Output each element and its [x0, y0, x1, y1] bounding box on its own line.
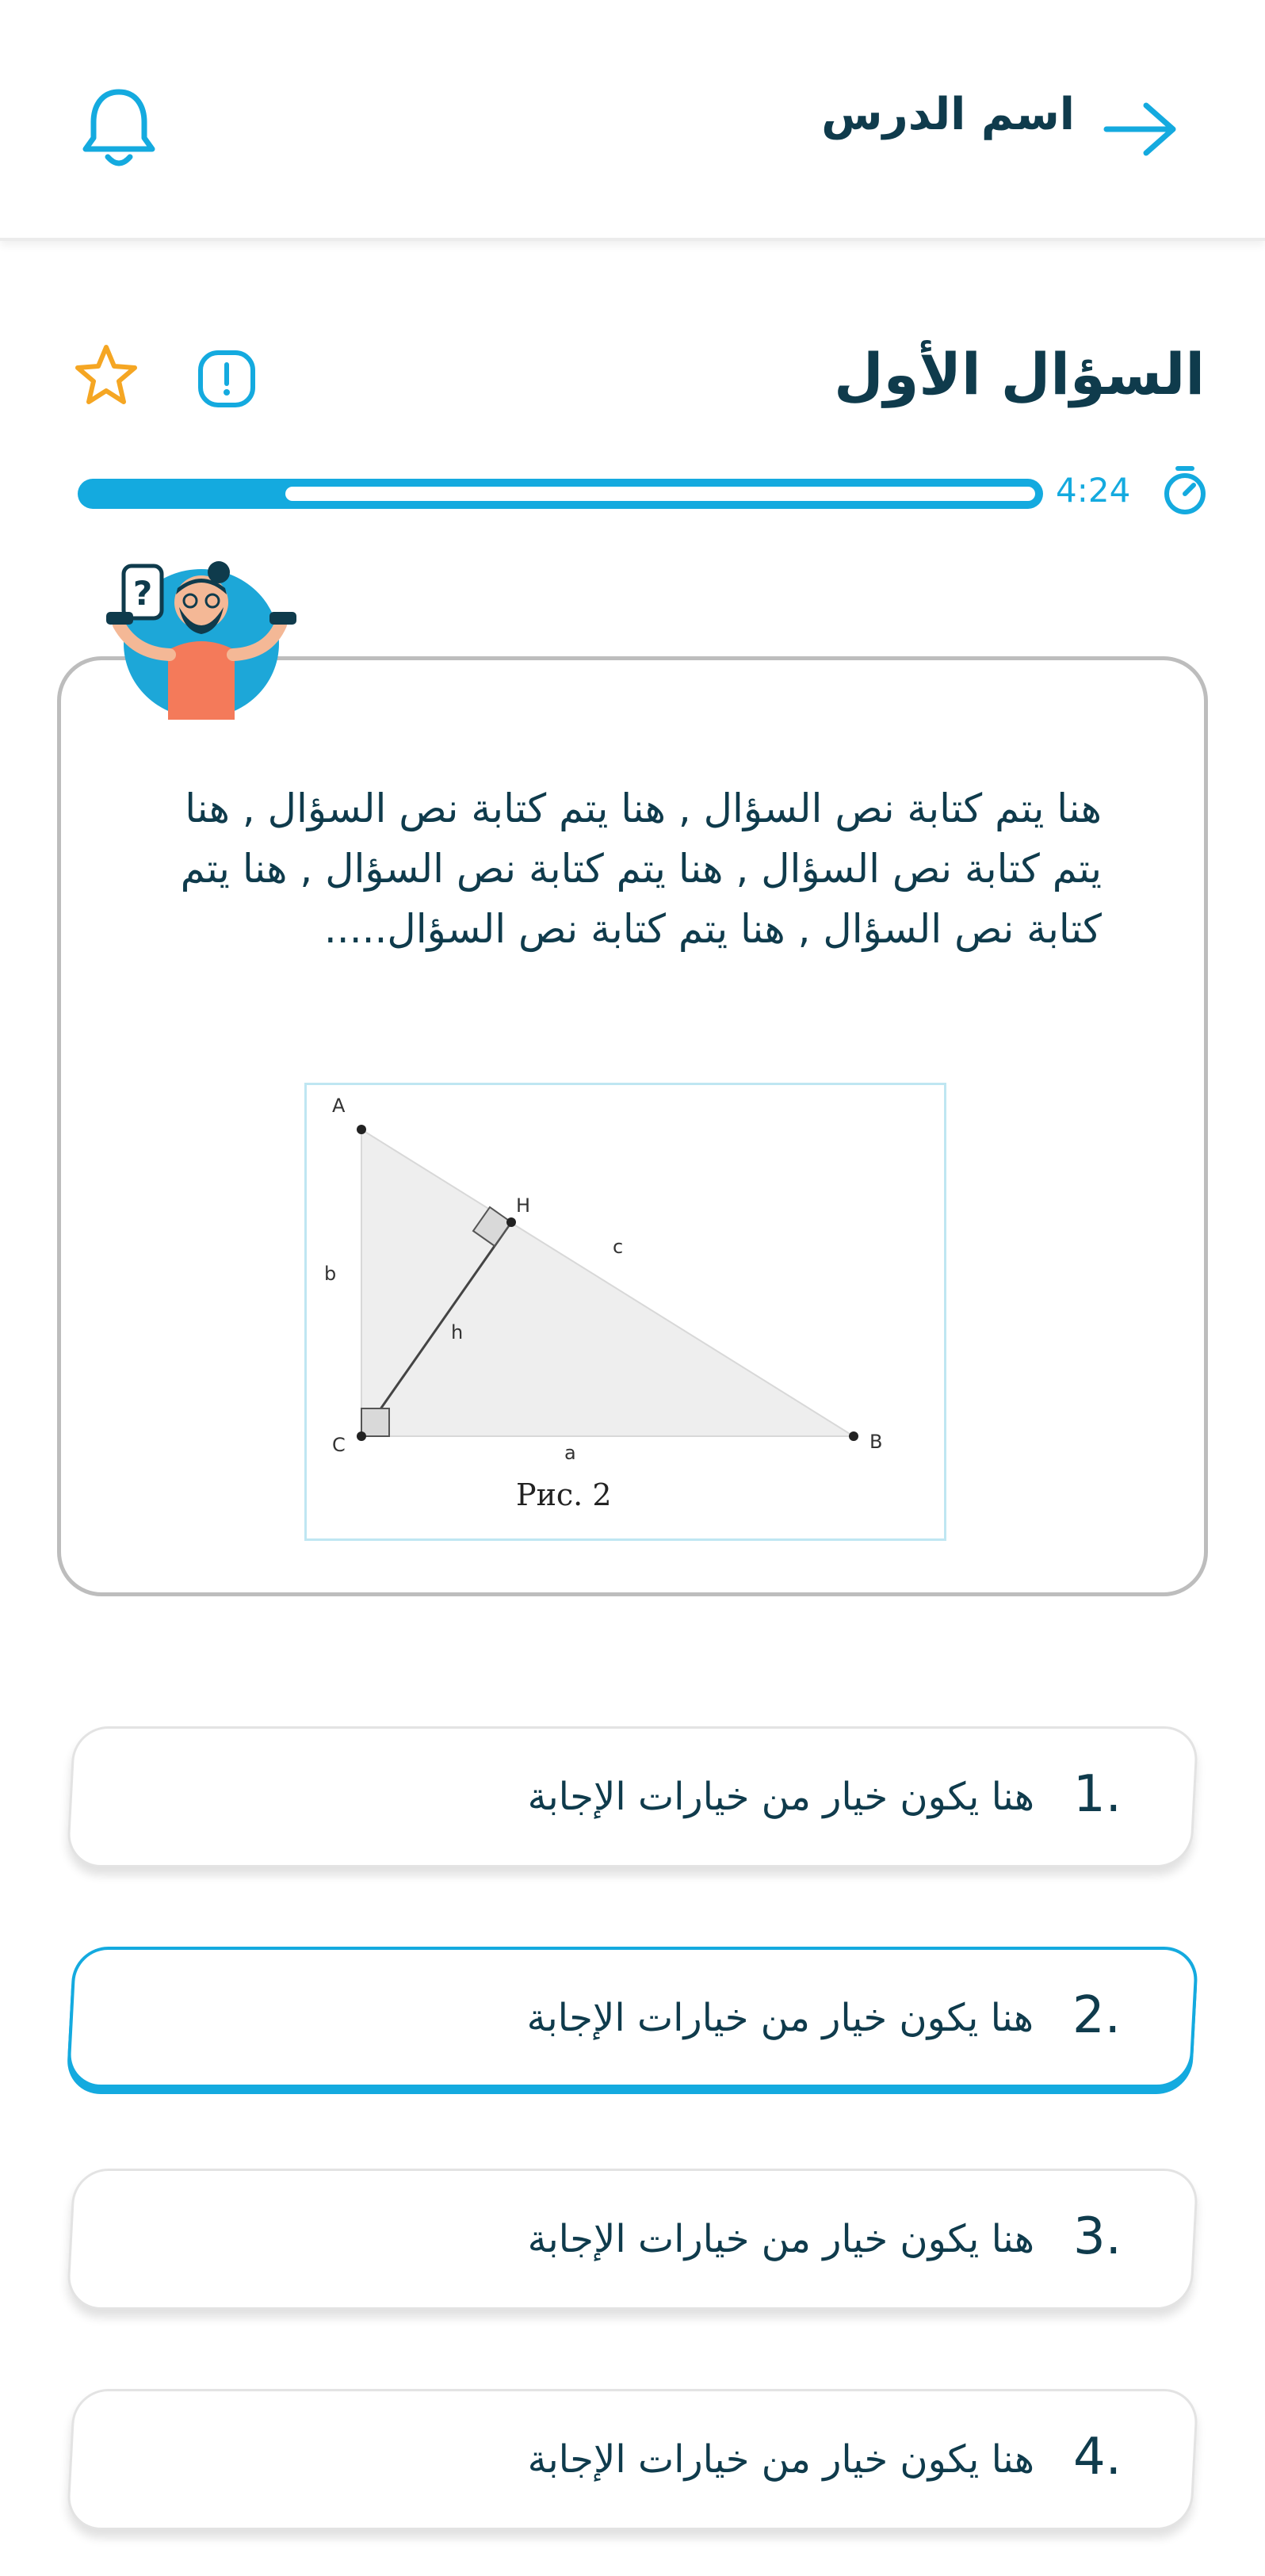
side-label-c: c	[613, 1236, 624, 1258]
option-number: 1.	[1072, 1765, 1122, 1824]
option-number: 2.	[1072, 1986, 1121, 2045]
option-number: 3.	[1072, 2207, 1122, 2266]
progress-remaining	[285, 487, 1035, 501]
vertex-label-c: C	[332, 1434, 346, 1456]
vertex-label-h: H	[516, 1194, 531, 1217]
option-label: هنا يكون خيار من خيارات الإجابة	[527, 2217, 1034, 2261]
star-icon	[73, 342, 139, 409]
svg-text:?: ?	[132, 574, 153, 613]
avatar	[100, 555, 298, 721]
answer-option-3[interactable]	[66, 2169, 1198, 2310]
favorite-button[interactable]	[73, 342, 139, 409]
app-header	[0, 0, 1265, 241]
exclamation-icon	[197, 349, 257, 409]
option-label: هنا يكون خيار من خيارات الإجابة	[526, 1996, 1034, 2040]
side-label-a: a	[564, 1442, 576, 1464]
question-progress-bar	[78, 479, 1043, 509]
vertex-label-a: A	[332, 1095, 346, 1117]
option-number: 4.	[1072, 2428, 1122, 2486]
vertex-label-b: B	[869, 1431, 883, 1453]
option-label: هنا يكون خيار من خيارات الإجابة	[527, 1775, 1034, 1819]
arrow-right-icon	[1102, 99, 1181, 159]
back-button[interactable]	[1102, 99, 1181, 159]
side-label-b: b	[324, 1263, 337, 1285]
answer-option-2[interactable]	[66, 1947, 1198, 2088]
stopwatch-icon	[1162, 464, 1208, 515]
answer-option-4[interactable]	[66, 2389, 1198, 2530]
notifications-button[interactable]	[81, 86, 157, 174]
option-label: هنا يكون خيار من خيارات الإجابة	[527, 2437, 1034, 2482]
timer-text: 4:24	[1056, 471, 1131, 510]
side-label-h: h	[451, 1321, 464, 1343]
question-title: السؤال الأول	[834, 341, 1205, 407]
question-figure	[304, 1083, 946, 1541]
bell-icon	[81, 86, 157, 174]
lesson-title: اسم الدرس	[821, 89, 1075, 140]
answer-option-1[interactable]	[66, 1726, 1198, 1867]
figure-caption: Рис. 2	[516, 1477, 612, 1512]
report-button[interactable]	[197, 349, 257, 409]
question-text: هنا يتم كتابة نص السؤال , هنا يتم كتابة نص السؤال , هنا يتم كتابة نص السؤال , هنا يتم كتابة نص السؤال , هنا يتم كتابة نص السؤال , هنا يتم كتابة نص السؤال.....	[180, 785, 1102, 952]
